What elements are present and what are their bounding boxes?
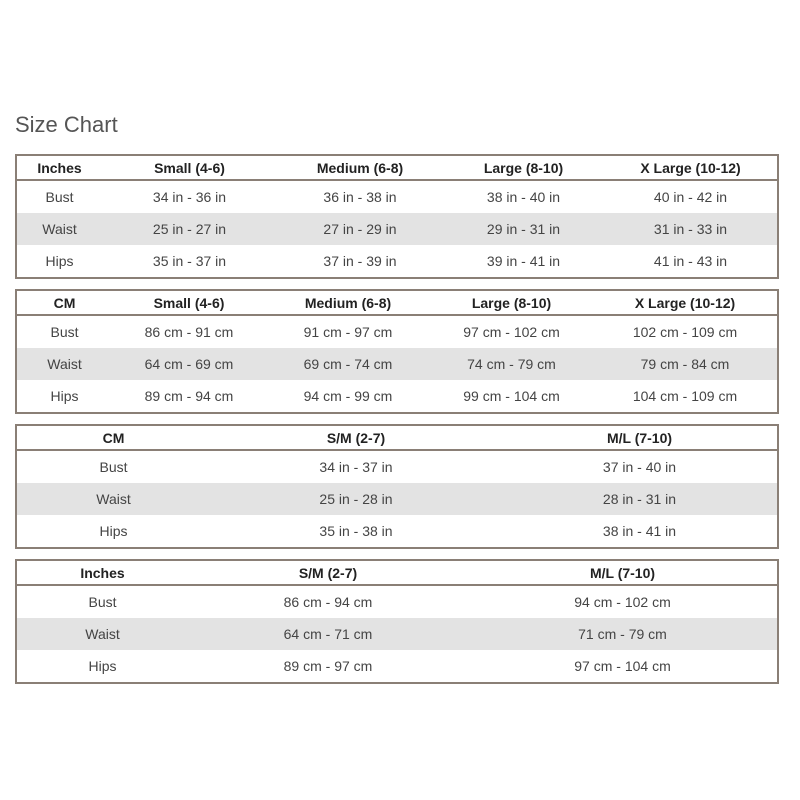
row-label: Bust (99, 459, 128, 475)
column-header: CM (16, 425, 210, 450)
page-title: Size Chart (15, 112, 118, 137)
column-header: CM (16, 290, 112, 315)
row-label: Waist (16, 618, 188, 650)
table-cell: 97 cm - 102 cm (463, 324, 560, 340)
table-cell: 41 in - 43 in (653, 253, 728, 269)
table-row (16, 348, 778, 380)
table-cell: 99 cm - 104 cm (463, 388, 560, 404)
table-cell: 89 cm - 97 cm (283, 658, 373, 674)
row-label: Bust (45, 189, 74, 205)
column-header: Large (8-10) (443, 155, 604, 180)
table-header-row (16, 560, 778, 585)
column-header: Medium (6-8) (266, 290, 430, 315)
row-label: Bust (88, 594, 117, 610)
size-table-cm-sm-ml (15, 424, 779, 549)
column-header: X Large (10-12) (593, 290, 778, 315)
column-header: S/M (2-7) (210, 425, 502, 450)
table-cell: 94 cm - 102 cm (574, 594, 671, 610)
row-label: Waist (16, 213, 102, 245)
row-label: Bust (50, 324, 79, 340)
table-cell: 37 in - 39 in (323, 253, 397, 269)
table-cell: 27 in - 29 in (277, 213, 443, 245)
table-cell: 64 cm - 71 cm (188, 618, 468, 650)
column-header: M/L (7-10) (468, 560, 778, 585)
row-label: Hips (88, 658, 117, 674)
table-row (16, 450, 778, 483)
table-cell: 35 in - 37 in (152, 253, 227, 269)
table-cell: 36 in - 38 in (323, 189, 397, 205)
table-cell: 89 cm - 94 cm (144, 388, 234, 404)
row-label: Hips (99, 523, 128, 539)
table-cell: 86 cm - 91 cm (144, 324, 234, 340)
column-header: Inches (16, 560, 188, 585)
table-cell: 31 in - 33 in (604, 213, 778, 245)
size-table-inches-sm-ml (15, 559, 779, 684)
column-header: X Large (10-12) (604, 155, 778, 180)
size-table-inches (15, 154, 779, 279)
table-cell: 34 in - 37 in (319, 459, 393, 475)
column-header: S/M (2-7) (188, 560, 468, 585)
table-cell: 64 cm - 69 cm (112, 348, 266, 380)
size-table-cm (15, 289, 779, 414)
table-row (16, 585, 778, 618)
table-header-row (16, 290, 778, 315)
table-cell: 28 in - 31 in (502, 483, 778, 515)
table-row (16, 380, 778, 413)
row-label: Hips (45, 253, 74, 269)
table-row (16, 618, 778, 650)
table-cell: 25 in - 27 in (102, 213, 277, 245)
table-row (16, 483, 778, 515)
table-row (16, 245, 778, 278)
column-header: M/L (7-10) (502, 425, 778, 450)
table-cell: 35 in - 38 in (319, 523, 393, 539)
table-cell: 102 cm - 109 cm (632, 324, 738, 340)
table-cell: 29 in - 31 in (443, 213, 604, 245)
table-row (16, 213, 778, 245)
table-cell: 38 in - 41 in (602, 523, 677, 539)
table-header-row (16, 425, 778, 450)
table-cell: 39 in - 41 in (486, 253, 561, 269)
table-cell: 74 cm - 79 cm (430, 348, 593, 380)
table-cell: 94 cm - 99 cm (303, 388, 393, 404)
table-cell: 86 cm - 94 cm (283, 594, 373, 610)
column-header: Medium (6-8) (277, 155, 443, 180)
row-label: Waist (16, 483, 210, 515)
table-cell: 38 in - 40 in (486, 189, 561, 205)
table-cell: 40 in - 42 in (653, 189, 728, 205)
table-cell: 79 cm - 84 cm (593, 348, 778, 380)
table-cell: 34 in - 36 in (152, 189, 227, 205)
column-header: Large (8-10) (430, 290, 593, 315)
table-cell: 91 cm - 97 cm (303, 324, 393, 340)
table-row (16, 515, 778, 548)
table-row (16, 650, 778, 683)
column-header: Small (4-6) (112, 290, 266, 315)
column-header: Small (4-6) (102, 155, 277, 180)
table-cell: 104 cm - 109 cm (632, 388, 738, 404)
table-row (16, 180, 778, 213)
table-cell: 71 cm - 79 cm (468, 618, 778, 650)
column-header: Inches (16, 155, 102, 180)
table-cell: 25 in - 28 in (210, 483, 502, 515)
table-cell: 37 in - 40 in (602, 459, 677, 475)
table-header-row (16, 155, 778, 180)
row-label: Waist (16, 348, 112, 380)
row-label: Hips (50, 388, 79, 404)
table-row (16, 315, 778, 348)
table-cell: 97 cm - 104 cm (574, 658, 671, 674)
table-cell: 69 cm - 74 cm (266, 348, 430, 380)
